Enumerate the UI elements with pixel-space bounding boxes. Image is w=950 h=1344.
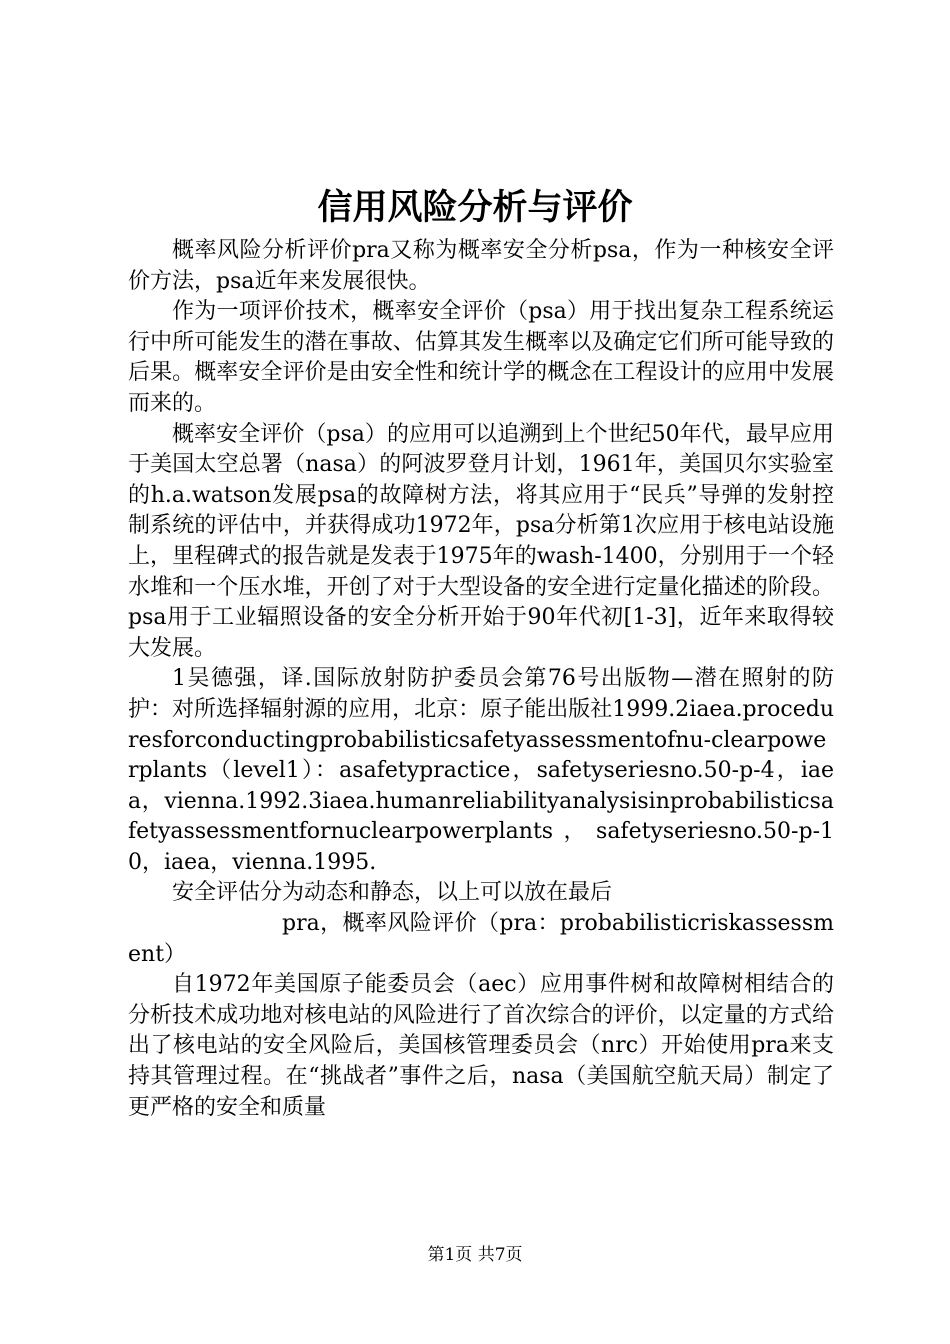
paragraph-references: 1吴德强，译.国际放射防护委员会第76号出版物—潜在照射的防护：对所选择辐射源的应用，北京：原子能出版社1999.2iaea.proceduresforconductingprobabilisticsafetyassessmentofnu-clearpowerplants（level1）：asafetypractice，safetyseriesno.50-p-4，iaea，vienna.1992.3iaea.humanreliabilityanalysisinprobabilisticsafetyassessmentfornuclearpowerplants，safetyseriesno.50-p-10，iaea，vienna.1995.	[128, 666, 834, 875]
page-footer: 第1页 共7页	[427, 1245, 523, 1265]
paragraph-definition: 作为一项评价技术，概率安全评价（psa）用于找出复杂工程系统运行中所可能发生的潜在事故、估算其发生概率以及确定它们所可能导致的后果。概率安全评价是由安全性和统计学的概念在工程设计的应用中发展而来的。	[128, 299, 834, 416]
document-body	[128, 236, 834, 1123]
paragraph-pra-term: pra，概率风险评价（pra：probabilisticriskassessment）	[128, 911, 834, 967]
paragraph-aec: 自1972年美国原子能委员会（aec）应用事件树和故障树相结合的分析技术成功地对核电站的风险进行了首次综合的评价，以定量的方式给出了核电站的安全风险后，美国核管理委员会（nrc）开始使用pra来支持其管理过程。在“挑战者”事件之后，nasa（美国航空航天局）制定了更严格的安全和质量	[128, 972, 834, 1120]
paragraph-history: 概率安全评价（psa）的应用可以追溯到上个世纪50年代，最早应用于美国太空总署（nasa）的阿波罗登月计划，1961年，美国贝尔实验室的h.a.watson发展psa的故障树方法，将其应用于“民兵”导弹的发射控制系统的评估中，并获得成功1972年，psa分析第1次应用于核电站设施上，里程碑式的报告就是发表于1975年的wash-1400，分别用于一个轻水堆和一个压水堆，开创了对于大型设备的安全进行定量化描述的阶段。psa用于工业辐照设备的安全分析开始于90年代初[1-3]，近年来取得较大发展。	[128, 421, 834, 661]
document-title: 信用风险分析与评价	[317, 187, 633, 228]
paragraph-note: 安全评估分为动态和静态，以上可以放在最后	[172, 880, 613, 906]
paragraph-intro: 概率风险分析评价pra又称为概率安全分析psa，作为一种核安全评价方法，psa近年来发展很快。	[128, 238, 834, 294]
